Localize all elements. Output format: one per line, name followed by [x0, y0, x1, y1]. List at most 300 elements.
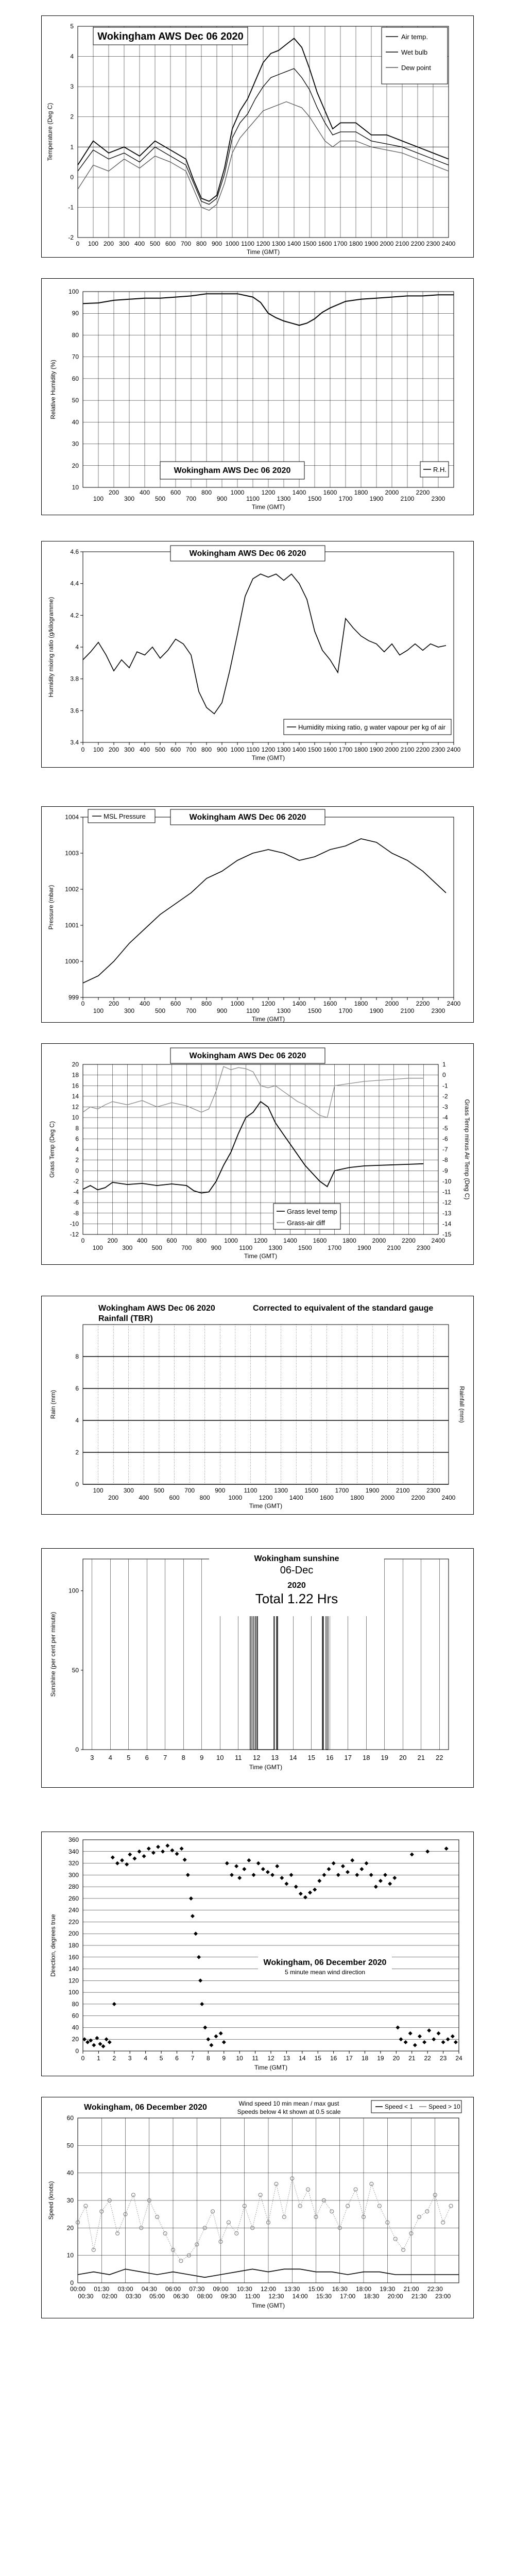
- ws-gust-point: [84, 2204, 88, 2208]
- mr-x-tick-label: 1500: [307, 746, 322, 753]
- pr-x-tick-label: 800: [201, 1000, 212, 1007]
- grass-yr-tick-label: -7: [442, 1146, 448, 1153]
- grass-yr-tick-label: 0: [442, 1071, 446, 1079]
- mr-x-tick-label: 1300: [277, 746, 291, 753]
- mr-x-tick-label: 300: [124, 746, 135, 753]
- wd-point: [266, 1870, 270, 1874]
- mr-x-tick-label: 2400: [447, 746, 461, 753]
- rh-y-tick-label: 40: [72, 418, 79, 426]
- ws-x-tick-label: 00:00: [70, 2285, 86, 2293]
- grass-yr-tick-label: -14: [442, 1220, 452, 1228]
- wd-point: [280, 1876, 284, 1880]
- wd-point: [418, 2035, 422, 2039]
- mr-legend-item: Humidity mixing ratio, g water vapour per kg of air: [298, 723, 446, 731]
- mr-x-tick-label: 1400: [292, 746, 306, 753]
- temp-x-tick-label: 700: [180, 240, 192, 247]
- wd-point: [303, 1895, 307, 1900]
- rh-y-tick-label: 80: [72, 331, 79, 339]
- wind-direction-chart-panel: [41, 1832, 474, 2076]
- rain-y-axis-label: Rain (mm): [49, 1390, 57, 1419]
- wd-y-tick-label: 0: [75, 2047, 79, 2055]
- wd-y-axis-label: Direction, degrees true: [49, 1914, 57, 1977]
- wd-point: [98, 2042, 102, 2046]
- sun-x-axis-label: Time (GMT): [249, 1764, 283, 1771]
- rain-yr-axis-label: Rainfall (mm): [458, 1386, 466, 1423]
- rain-x-tick-label: 700: [184, 1487, 195, 1494]
- grass-x-tick-label: 400: [136, 1237, 148, 1244]
- grass-x-tick-label: 600: [166, 1237, 177, 1244]
- wd-point: [388, 1882, 392, 1886]
- rh-x-tick-label: 300: [124, 495, 135, 502]
- rain-x-tick-label: 100: [93, 1487, 104, 1494]
- wd-point: [101, 2044, 106, 2048]
- ws-x-tick-label: 21:00: [403, 2285, 419, 2293]
- sun-x-tick-label: 10: [216, 1754, 224, 1761]
- rh-x-tick-label: 1400: [292, 489, 306, 496]
- pr-x-tick-label: 700: [185, 1007, 197, 1014]
- ws-x-tick-label: 04:30: [141, 2285, 157, 2293]
- rh-x-tick-label: 2200: [416, 489, 430, 496]
- rh-x-tick-label: 600: [170, 489, 181, 496]
- wd-point: [369, 1873, 373, 1877]
- pr-x-tick-label: 1500: [307, 1007, 322, 1014]
- wd-point: [261, 1867, 265, 1871]
- ws-x-tick-label: 12:00: [260, 2285, 277, 2293]
- ws-gust-point: [131, 2193, 135, 2197]
- pr-x-tick-label: 1700: [338, 1007, 353, 1014]
- wd-point: [336, 1873, 340, 1877]
- rh-x-tick-label: 2100: [400, 495, 415, 502]
- grass-x-tick-label: 700: [181, 1244, 192, 1251]
- wd-x-tick-label: 10: [236, 2055, 243, 2062]
- rain-x-tick-label: 1800: [350, 1494, 364, 1501]
- grass-y-tick-label: -4: [73, 1188, 79, 1196]
- grass-x-tick-label: 1200: [253, 1237, 268, 1244]
- ws-gust-point: [370, 2182, 373, 2186]
- wd-point: [151, 1851, 156, 1855]
- rh-y-tick-label: 30: [72, 440, 79, 448]
- rain-x-tick-label: 500: [153, 1487, 164, 1494]
- grass-yr-axis-label: Grass Temp minus Air Temp (Deg C): [464, 1099, 471, 1200]
- ws-gust-point: [441, 2221, 445, 2224]
- grass-y-tick-label: 10: [72, 1114, 79, 1122]
- ws-x-tick-label-lower: 21:30: [411, 2293, 427, 2300]
- ws-x-tick-label-lower: 20:00: [387, 2293, 403, 2300]
- rain-x-tick-label: 900: [215, 1487, 226, 1494]
- ws-y-tick-label: 0: [70, 2279, 74, 2286]
- grass-yr-tick-label: -8: [442, 1156, 448, 1164]
- rh-x-tick-label: 1600: [323, 489, 337, 496]
- temp-y-tick-label: 5: [70, 23, 74, 30]
- grass-yr-tick-label: -1: [442, 1082, 448, 1090]
- wind-speed-chart: [42, 2097, 473, 2318]
- ws-x-tick-label: 07:30: [189, 2285, 205, 2293]
- wd-point: [441, 2040, 445, 2044]
- pr-x-tick-label: 300: [124, 1007, 135, 1014]
- rh-x-tick-label: 500: [154, 495, 166, 502]
- rainfall-chart: [42, 1296, 473, 1514]
- wd-point: [284, 1882, 288, 1886]
- wd-point: [451, 2035, 455, 2039]
- temp-x-tick-label: 600: [165, 240, 176, 247]
- rh-x-tick-label: 1900: [369, 495, 384, 502]
- temp-y-tick-label: -2: [68, 234, 74, 241]
- pr-y-tick-label: 1000: [65, 958, 79, 965]
- rain-x-tick-label: 1000: [228, 1494, 243, 1501]
- pr-x-tick-label: 2400: [447, 1000, 461, 1007]
- wd-y-tick-label: 180: [68, 1942, 79, 1949]
- sunshine-chart: [42, 1549, 473, 1787]
- ws-y-tick-label: 50: [66, 2142, 74, 2149]
- temp-legend-item: Wet bulb: [401, 48, 428, 56]
- wd-point: [161, 1850, 165, 1854]
- wd-y-tick-label: 20: [72, 2036, 79, 2043]
- wd-point: [422, 2040, 426, 2044]
- wd-point: [410, 1853, 414, 1857]
- mr-x-tick-label: 500: [154, 746, 166, 753]
- grass-x-tick-label: 2200: [402, 1237, 416, 1244]
- temp-x-tick-label: 1100: [241, 240, 254, 247]
- wd-point: [425, 1850, 430, 1854]
- grass-legend-item: Grass level temp: [287, 1208, 337, 1215]
- sun-x-tick-label: 5: [127, 1754, 131, 1761]
- wd-point: [225, 1861, 229, 1866]
- wd-point: [270, 1873, 274, 1877]
- wd-y-tick-label: 320: [68, 1859, 79, 1867]
- grass-yr-tick-label: -13: [442, 1209, 452, 1217]
- temp-x-tick-label: 500: [149, 240, 161, 247]
- rh-y-tick-label: 90: [72, 310, 79, 317]
- wd-point: [175, 1852, 179, 1856]
- wd-point: [446, 2037, 450, 2041]
- grass-x-tick-label: 0: [81, 1237, 85, 1244]
- temp-x-tick-label: 800: [196, 240, 207, 247]
- wd-point: [432, 2037, 436, 2041]
- wd-point: [408, 2031, 413, 2036]
- grass-legend-item: Grass-air diff: [287, 1219, 325, 1227]
- temp-y-tick-label: -1: [68, 204, 74, 211]
- sun-chart-year: 2020: [287, 1581, 306, 1590]
- wd-point: [203, 2025, 207, 2029]
- sun-x-tick-label: 3: [90, 1754, 94, 1761]
- grass-y-tick-label: 0: [75, 1167, 79, 1175]
- rh-x-tick-label: 2300: [431, 495, 445, 502]
- ws-y-tick-label: 40: [66, 2169, 74, 2177]
- wd-chart-title: Wokingham, 06 December 2020: [263, 1958, 387, 1967]
- pr-y-tick-label: 1002: [65, 886, 79, 893]
- wd-y-tick-label: 120: [68, 1977, 79, 1985]
- grass-series-diff-line: [83, 1066, 423, 1117]
- wd-x-tick-label: 6: [175, 2055, 179, 2062]
- ws-series-gust-line: [78, 2178, 451, 2261]
- grass-x-tick-label: 2100: [387, 1244, 401, 1251]
- wd-point: [242, 1867, 246, 1871]
- wd-x-tick-label: 21: [408, 2055, 416, 2062]
- grass-x-tick-label: 200: [107, 1237, 118, 1244]
- rain-x-axis-label: Time (GMT): [249, 1502, 283, 1510]
- sun-x-tick-label: 21: [417, 1754, 425, 1761]
- mr-x-tick-label: 200: [108, 746, 119, 753]
- sun-x-tick-label: 7: [163, 1754, 167, 1761]
- grass-x-tick-label: 1700: [328, 1244, 342, 1251]
- rh-y-tick-label: 60: [72, 375, 79, 382]
- wd-x-tick-label: 14: [299, 2055, 306, 2062]
- wd-point: [222, 2040, 226, 2044]
- temp-x-tick-label: 1400: [287, 240, 301, 247]
- wd-x-tick-label: 0: [81, 2055, 85, 2062]
- rh-y-tick-label: 70: [72, 353, 79, 361]
- wd-y-tick-label: 40: [72, 2024, 79, 2031]
- sun-x-tick-label: 19: [381, 1754, 388, 1761]
- sun-x-tick-label: 9: [200, 1754, 204, 1761]
- wd-point: [170, 1849, 174, 1853]
- wd-point: [147, 1846, 151, 1851]
- sun-x-tick-label: 14: [289, 1754, 297, 1761]
- temp-y-tick-label: 4: [70, 53, 74, 60]
- wd-y-tick-label: 240: [68, 1906, 79, 1914]
- rh-x-tick-label: 1700: [338, 495, 353, 502]
- mr-x-tick-label: 1100: [246, 746, 260, 753]
- rain-plot-frame: [83, 1325, 449, 1484]
- mr-x-tick-label: 900: [216, 746, 228, 753]
- wd-point: [289, 1873, 294, 1877]
- sun-chart-subtitle: 06-Dec: [280, 1565, 314, 1576]
- wd-y-tick-label: 260: [68, 1894, 79, 1902]
- ws-x-tick-label-lower: 09:30: [220, 2293, 236, 2300]
- sun-x-tick-label: 20: [399, 1754, 407, 1761]
- wd-point: [237, 1876, 242, 1880]
- wd-point: [209, 2043, 213, 2047]
- pr-x-axis-label: Time (GMT): [251, 1015, 285, 1022]
- wd-point: [365, 1861, 369, 1866]
- wd-y-tick-label: 80: [72, 2000, 79, 2008]
- grass-chart-title: Wokingham AWS Dec 06 2020: [189, 1052, 306, 1060]
- sun-x-tick-label: 17: [344, 1754, 352, 1761]
- grass-yr-tick-label: -5: [442, 1124, 448, 1132]
- temp-x-tick-label: 400: [134, 240, 145, 247]
- wd-point: [359, 1867, 364, 1871]
- ws-x-tick-label-lower: 06:30: [173, 2293, 189, 2300]
- rain-x-tick-label: 800: [199, 1494, 210, 1501]
- pr-series-line: [83, 839, 446, 983]
- wd-point: [392, 1876, 397, 1880]
- wd-point: [256, 1861, 261, 1866]
- sun-x-tick-label: 11: [235, 1754, 242, 1761]
- grass-yr-tick-label: -10: [442, 1177, 452, 1185]
- wd-point: [112, 2002, 116, 2006]
- rain-x-tick-label: 300: [123, 1487, 134, 1494]
- rh-x-axis-label: Time (GMT): [251, 503, 285, 511]
- temperature-chart-panel: [41, 15, 474, 258]
- ws-x-tick-label-lower: 02:00: [101, 2293, 117, 2300]
- wd-point: [198, 1978, 202, 1982]
- grass-x-tick-label: 2000: [372, 1237, 386, 1244]
- grass-yr-tick-label: 1: [442, 1061, 446, 1068]
- grass-y-tick-label: 14: [72, 1092, 79, 1100]
- mr-x-axis-label: Time (GMT): [251, 754, 285, 761]
- grass-yr-tick-label: -15: [442, 1231, 452, 1238]
- ws-x-tick-label: 16:30: [332, 2285, 348, 2293]
- mr-y-tick-label: 4.6: [70, 548, 79, 555]
- rh-y-tick-label: 10: [72, 484, 79, 491]
- sun-chart-total: Total 1.22 Hrs: [255, 1591, 338, 1606]
- grass-x-axis-label: Time (GMT): [244, 1252, 278, 1260]
- mixing-ratio-chart-panel: [41, 541, 474, 768]
- rh-x-tick-label: 1500: [307, 495, 322, 502]
- ws-x-tick-label: 06:00: [165, 2285, 181, 2293]
- wd-point: [341, 1864, 345, 1868]
- grass-y-tick-label: 4: [75, 1146, 79, 1153]
- mr-series-line: [83, 574, 446, 714]
- rain-x-tick-label: 400: [139, 1494, 149, 1501]
- temp-x-tick-label: 300: [118, 240, 130, 247]
- wd-point: [95, 2036, 99, 2040]
- rh-x-tick-label: 1200: [261, 489, 276, 496]
- wd-point: [308, 1891, 312, 1895]
- rain-chart-subtitle: Rainfall (TBR): [98, 1314, 153, 1323]
- wd-point: [183, 1858, 187, 1862]
- pr-x-tick-label: 1000: [230, 1000, 245, 1007]
- rain-x-tick-label: 2300: [426, 1487, 440, 1494]
- wd-point: [350, 1858, 354, 1862]
- temp-x-tick-label: 1200: [256, 240, 270, 247]
- grass-yr-tick-label: -12: [442, 1199, 452, 1207]
- grass-y-tick-label: -10: [70, 1220, 79, 1228]
- ws-gust-point: [116, 2232, 119, 2235]
- ws-gust-point: [449, 2204, 453, 2208]
- wd-x-tick-label: 8: [206, 2055, 210, 2062]
- sun-x-tick-label: 15: [307, 1754, 315, 1761]
- grass-y-tick-label: 8: [75, 1124, 79, 1132]
- wd-point: [115, 1861, 119, 1866]
- ws-x-tick-label: 01:30: [94, 2285, 110, 2293]
- ws-x-tick-label-lower: 14:00: [292, 2293, 308, 2300]
- temp-x-tick-label: 1900: [364, 240, 379, 247]
- wd-point: [355, 1873, 359, 1877]
- mr-plot-frame: [83, 552, 454, 742]
- ws-x-tick-label: 22:30: [427, 2285, 443, 2293]
- wd-x-tick-label: 16: [330, 2055, 337, 2062]
- grass-x-tick-label: 2300: [416, 1244, 431, 1251]
- grass-y-tick-label: 2: [75, 1156, 79, 1164]
- grass-y-tick-label: -2: [73, 1177, 79, 1185]
- wind-direction-chart: [42, 1832, 473, 2076]
- rh-legend-item: R.H.: [433, 466, 447, 473]
- mr-x-tick-label: 1200: [261, 746, 276, 753]
- mr-x-tick-label: 2000: [385, 746, 399, 753]
- wd-point: [200, 2002, 204, 2006]
- wd-x-tick-label: 15: [314, 2055, 321, 2062]
- grass-x-tick-label: 1000: [224, 1237, 238, 1244]
- grass-x-tick-label: 1100: [239, 1244, 253, 1251]
- grass-yr-tick-label: -4: [442, 1114, 448, 1122]
- rain-x-tick-label: 200: [108, 1494, 119, 1501]
- sun-y-tick-label: 0: [75, 1746, 79, 1753]
- pr-x-tick-label: 2100: [400, 1007, 415, 1014]
- grass-y-tick-label: 12: [72, 1103, 79, 1111]
- temp-y-tick-label: 0: [70, 173, 74, 181]
- ws-gust-point: [402, 2248, 405, 2252]
- wd-y-tick-label: 100: [68, 1989, 79, 1996]
- rh-y-tick-label: 20: [72, 462, 79, 469]
- rain-x-tick-label: 1100: [244, 1487, 258, 1494]
- pr-y-tick-label: 1004: [65, 814, 79, 821]
- rain-x-tick-label: 600: [169, 1494, 180, 1501]
- pr-x-tick-label: 0: [81, 1000, 85, 1007]
- mr-x-tick-label: 400: [139, 746, 150, 753]
- mr-x-tick-label: 0: [81, 746, 85, 753]
- grass-x-tick-label: 1800: [342, 1237, 356, 1244]
- wd-y-tick-label: 360: [68, 1836, 79, 1843]
- temp-legend-item: Air temp.: [401, 33, 428, 41]
- wd-point: [322, 1873, 326, 1877]
- mr-y-tick-label: 4: [75, 643, 79, 651]
- wd-point: [92, 2043, 96, 2047]
- pr-plot-frame: [83, 817, 454, 997]
- mr-x-tick-label: 1000: [230, 746, 245, 753]
- mr-y-tick-label: 4.4: [70, 580, 79, 587]
- pr-x-tick-label: 500: [154, 1007, 166, 1014]
- grass-y-tick-label: 20: [72, 1061, 79, 1068]
- temp-chart-title: Wokingham AWS Dec 06 2020: [97, 31, 244, 42]
- wd-x-axis-label: Time (GMT): [254, 2064, 288, 2071]
- mr-x-tick-label: 800: [201, 746, 212, 753]
- mr-x-tick-label: 1800: [354, 746, 368, 753]
- ws-chart-subtitle-1: Wind speed 10 min mean / max gust: [238, 2100, 339, 2107]
- ws-gust-point: [163, 2232, 167, 2235]
- ws-chart-subtitle-2: Speeds below 4 kt shown at 0.5 scale: [237, 2108, 341, 2115]
- temp-x-tick-label: 0: [76, 240, 80, 247]
- ws-y-tick-label: 30: [66, 2197, 74, 2204]
- sun-x-tick-label: 13: [271, 1754, 279, 1761]
- sun-x-tick-label: 18: [363, 1754, 370, 1761]
- rain-annotation: Corrected to equivalent of the standard gauge: [253, 1304, 434, 1313]
- wd-point: [454, 2040, 458, 2044]
- wd-point: [332, 1861, 336, 1866]
- temp-x-tick-label: 1500: [302, 240, 317, 247]
- mr-y-tick-label: 3.6: [70, 707, 79, 715]
- rh-x-tick-label: 700: [185, 495, 197, 502]
- pr-x-tick-label: 1400: [292, 1000, 306, 1007]
- temp-x-tick-label: 1000: [225, 240, 239, 247]
- wd-point: [230, 1873, 234, 1877]
- temp-y-axis-label: Temperature (Deg C): [46, 103, 54, 161]
- humidity-chart-panel: [41, 278, 474, 515]
- wd-y-tick-label: 140: [68, 1965, 79, 1973]
- humidity-chart: [42, 279, 473, 515]
- pr-x-tick-label: 200: [108, 1000, 119, 1007]
- grass-yr-tick-label: -6: [442, 1135, 448, 1143]
- rh-x-tick-label: 900: [216, 495, 228, 502]
- ws-x-axis-label: Time (GMT): [251, 2302, 285, 2309]
- pr-y-axis-label: Pressure (mbar): [47, 885, 55, 930]
- temp-x-axis-label: Time (GMT): [246, 248, 280, 256]
- rain-y-tick-label: 0: [75, 1481, 79, 1488]
- wd-x-tick-label: 4: [144, 2055, 148, 2062]
- mr-x-tick-label: 2100: [400, 746, 415, 753]
- wd-point: [427, 2028, 431, 2032]
- rh-x-tick-label: 1000: [230, 489, 245, 496]
- wd-chart-subtitle: 5 minute mean wind direction: [284, 1969, 366, 1976]
- ws-chart-title: Wokingham, 06 December 2020: [84, 2103, 207, 2112]
- ws-x-tick-label: 13:30: [284, 2285, 300, 2293]
- sun-x-tick-label: 6: [145, 1754, 149, 1761]
- wd-y-tick-label: 220: [68, 1918, 79, 1926]
- wd-point: [404, 2040, 408, 2044]
- grass-y-axis-label: Grass Temp (Deg C): [48, 1121, 56, 1178]
- wd-point: [219, 2031, 223, 2036]
- rain-chart-title: Wokingham AWS Dec 06 2020: [98, 1304, 215, 1313]
